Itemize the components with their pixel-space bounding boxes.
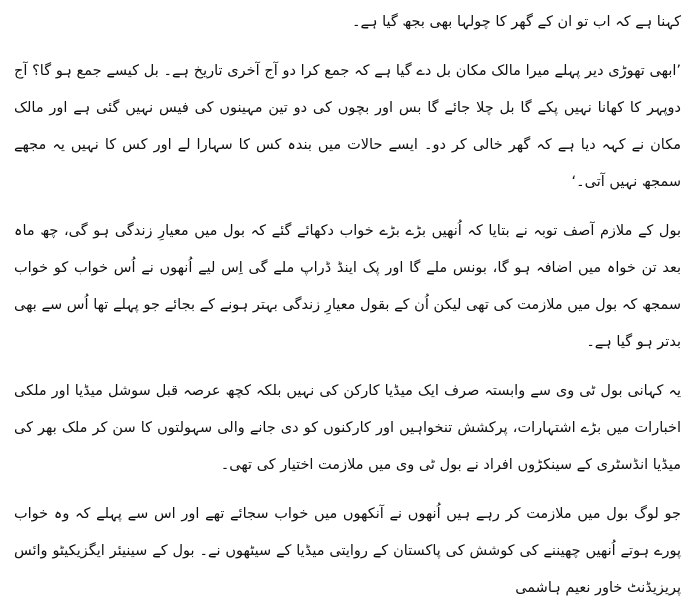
paragraph-4: یہ کہانی بول ٹی وی سے وابستہ صرف ایک میڈیا کارکن کی نہیں بلکہ کچھ عرصہ قبل سوشل میڈیا اور ملکی اخبارات میں بڑے اشتہارات، پرکشش تنخواہیں اور کارکنوں کو دی جانے والی سہولتوں کا سن کر ملک بھر کی میڈیا انڈسٹری کے سینکڑوں افراد نے بول ٹی وی میں ملازمت اختیار کی تھی۔	[14, 383, 681, 473]
paragraph-3: بول کے ملازم آصف توبہ نے بتایا کہ اُنھیں بڑے بڑے خواب دکھائے گئے کہ بول میں معیارِ زندگی ہو گی، چھ ماہ بعد تن خواہ میں اضافہ ہو گا، بونس ملے گا اور پک اینڈ ڈراپ ملے گی اِس لیے اُنھوں نے اُس خواب کو خواب سمجھ کہ بول میں ملازمت کی تھی لیکن اُن کے بقول معیارِ زندگی بہتر ہونے کے بجائے جو پہلے تھا اُس سے بھی بدتر ہو گیا ہے۔	[14, 223, 681, 350]
paragraph-2-quote: ’ابھی تھوڑی دیر پہلے میرا مالک مکان بل دے گیا ہے کہ جمع کرا دو آج آخری تاریخ ہے۔ بل کیسے جمع ہو گا؟ آج دوپہر کا کھانا نہیں پکے گا بل چلا جائے گا بس اور بچوں کی دو تین مہینوں کی فیس نہیں گئی ہے اور مالک مکان نے کہہ دیا ہے کہ گھر خالی کر دو۔ ایسے حالات میں بندہ کس کا سہارا لے اور کس کا نہیں یہ مجھے سمجھ نہیں آتی۔‘	[14, 63, 681, 190]
paragraph-1: کہنا ہے کہ اب تو ان کے گھر کا چولہا بھی بجھ گیا ہے۔	[351, 14, 681, 30]
article-body	[14, 0, 681, 607]
paragraph-5: جو لوگ بول میں ملازمت کر رہے ہیں اُنھوں نے آنکھوں میں خواب سجائے تھے اور اس سے پہلے کہ وہ خواب پورے ہوتے اُنھیں چھیننے کی کوشش کی پاکستان کے روایتی میڈیا کے سیٹھوں نے۔ بول کے سینیئر ایگزیکیٹو وائس پریزیڈنٹ خاور نعیم ہاشمی	[14, 506, 681, 596]
